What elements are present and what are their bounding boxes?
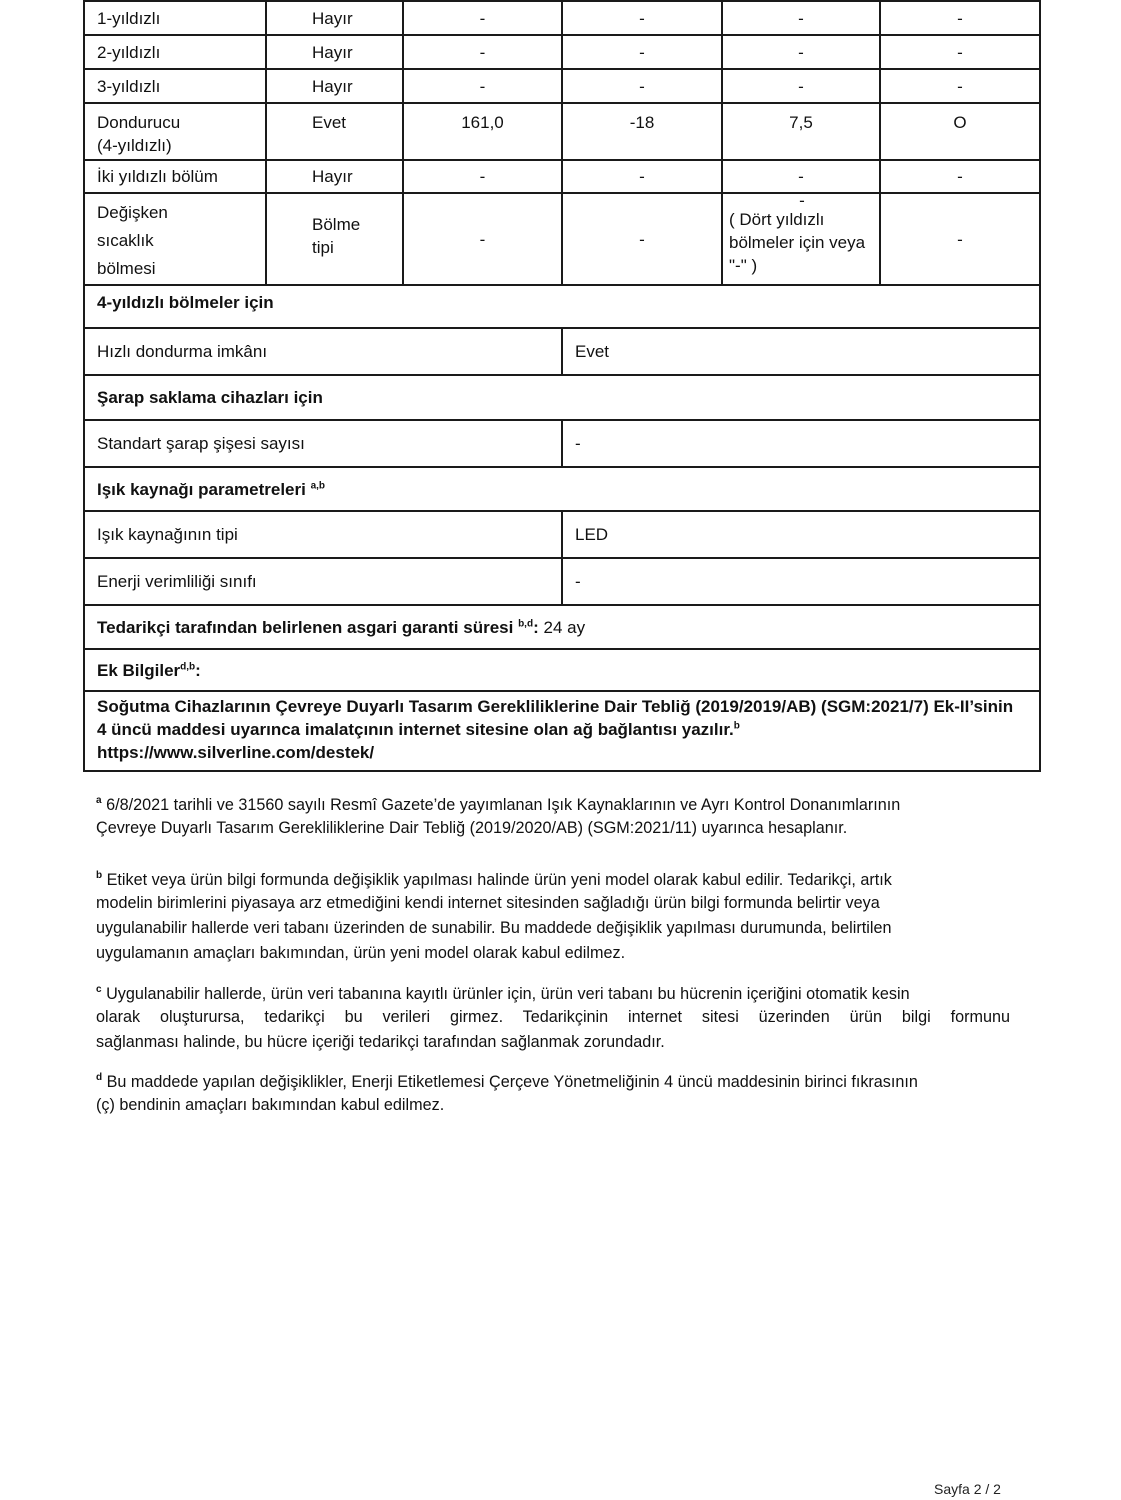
table-row-two-star-section	[84, 160, 1040, 193]
footnote-line: uygulamanın amaçları bakımından, ürün yeni model olarak kabul edilmez.	[96, 944, 626, 962]
section-heading-text: Ek Bilgiler	[97, 660, 181, 680]
footnote-text: Bu maddede yapılan değişiklikler, Enerji Etiketlemesi Çerçeve Yönetmeliğinin 4 üncü maddesinin birinci fıkrasının	[106, 1073, 918, 1091]
warranty-value: 24 ay	[543, 617, 586, 637]
compartment-name-line: (4-yıldızlı)	[97, 136, 172, 155]
product-info-table	[83, 0, 1041, 772]
footnote-line	[96, 794, 1010, 817]
footnote-text: 6/8/2021 tarihli ve 31560 sayılı Resmî Gazete’de yayımlanan Işık Kaynaklarının ve Ayrı Kontrol Donanımlarının	[106, 796, 901, 814]
compartment-name	[84, 193, 266, 285]
footnote-a	[96, 794, 1010, 840]
compartment-value: -	[880, 193, 1040, 285]
footnote-line: sağlanması halinde, bu hücre içeriği tedarikçi tarafından sağlanmak zorundadır.	[96, 1033, 665, 1051]
compartment-value: -	[562, 69, 722, 103]
table-row-variable-temp	[84, 193, 1040, 285]
footnote-text: Uygulanabilir hallerde, ürün veri tabanına kayıtlı ürünler için, ürün veri tabanı bu hücrenin içeriğini otomatik kesin	[106, 985, 910, 1003]
table-row-light-type	[84, 511, 1040, 558]
table-row-2-star	[84, 35, 1040, 69]
extra-info-text: 4 üncü maddesi uyarınca imalatçının internet sitesine olan ağ bağlantısı yazılır.	[97, 720, 734, 739]
footnote-ref: a,b	[310, 479, 326, 491]
compartment-name-line: Değişken	[97, 203, 168, 222]
footnote-line: modelin birimlerini piyasaya arz etmediğini kendi internet sitesinden sağladığı ürün bilgi formunda belirtir veya	[96, 894, 880, 912]
compartment-present-line: tipi	[312, 238, 334, 257]
compartment-value: -	[722, 35, 880, 69]
compartment-present: Evet	[266, 103, 403, 160]
table-row-3-star	[84, 69, 1040, 103]
section-heading-wine	[84, 375, 1040, 420]
field-label: Işık kaynağının tipi	[84, 511, 562, 558]
section-heading: 4-yıldızlı bölmeler için	[84, 285, 1040, 328]
compartment-value: -	[403, 193, 562, 285]
footnote-line	[96, 869, 1010, 892]
table-row-fast-freeze	[84, 328, 1040, 375]
table-row-warranty	[84, 605, 1040, 649]
compartment-value-line: ( Dört yıldızlı	[729, 210, 825, 229]
footnote-mark: d	[96, 1071, 103, 1083]
compartment-value-line: "-" )	[729, 256, 758, 275]
extra-info-line	[97, 718, 1027, 741]
compartment-present-line: Bölme	[312, 215, 361, 234]
section-heading-light	[84, 467, 1040, 511]
footnote-mark: a	[96, 794, 102, 806]
compartment-value: -	[880, 69, 1040, 103]
footnote-line: Çevreye Duyarlı Tasarım Gerekliliklerine Dair Tebliğ (2019/2020/AB) (SGM:2021/11) uyarınca hesaplanır.	[96, 819, 848, 837]
warranty-cell	[84, 605, 1040, 649]
field-value: -	[562, 558, 1040, 605]
table-row-freezer	[84, 103, 1040, 160]
compartment-value: -	[562, 193, 722, 285]
compartment-value: -	[403, 1, 562, 35]
section-heading: Şarap saklama cihazları için	[84, 375, 1040, 420]
warranty-colon: :	[533, 617, 539, 637]
compartment-value: 7,5	[722, 103, 880, 160]
extra-info-cell	[84, 691, 1040, 771]
footnote-line: uygulanabilir hallerde veri tabanı üzerinden de sunabilir. Bu maddede değişiklik yapılması durumunda, belirtilen	[96, 919, 892, 937]
compartment-value: 161,0	[403, 103, 562, 160]
compartment-value-line: -	[799, 191, 805, 210]
compartment-name: İki yıldızlı bölüm	[84, 160, 266, 193]
table-row-1-star	[84, 1, 1040, 35]
compartment-value: -	[880, 35, 1040, 69]
footnote-text: Etiket veya ürün bilgi formunda değişiklik yapılması halinde ürün yeni model olarak kabul edilir. Tedarikçi, artık	[106, 871, 892, 889]
compartment-present: Hayır	[266, 69, 403, 103]
footnote-d	[96, 1071, 1010, 1117]
compartment-value: -	[880, 1, 1040, 35]
field-value: -	[562, 420, 1040, 467]
field-value: Evet	[562, 328, 1040, 375]
field-label: Standart şarap şişesi sayısı	[84, 420, 562, 467]
compartment-present: Hayır	[266, 1, 403, 35]
compartment-value-line: bölmeler için veya	[729, 233, 866, 252]
compartment-present	[266, 193, 403, 285]
footnote-c	[96, 983, 1010, 1054]
compartment-value: -	[403, 35, 562, 69]
section-heading-colon: :	[195, 660, 201, 680]
compartment-name	[84, 103, 266, 160]
section-heading	[84, 649, 1040, 691]
footnote-line: olarak oluşturursa, tedarikçi bu verileri girmez. Tedarikçinin internet sitesi üzerinden ürün bilgi formunu	[96, 1008, 1010, 1026]
field-value: LED	[562, 511, 1040, 558]
extra-info-line: Soğutma Cihazlarının Çevreye Duyarlı Tasarım Gerekliliklerine Dair Tebliğ (2019/2019/AB) (SGM:2021/7) Ek-II’sinin	[97, 697, 1014, 716]
footnote-mark: c	[96, 983, 102, 995]
compartment-value: -	[722, 1, 880, 35]
footnote-line	[96, 1071, 1010, 1094]
footnote-mark: b	[96, 869, 103, 881]
compartment-value: -	[880, 160, 1040, 193]
compartment-value: -	[722, 160, 880, 193]
footnote-line	[96, 983, 1010, 1006]
footnote-ref: b	[733, 720, 740, 732]
compartment-name-line: sıcaklık	[97, 231, 154, 250]
compartment-value: -18	[562, 103, 722, 160]
manufacturer-url: https://www.silverline.com/destek/	[97, 743, 375, 762]
compartment-value-note	[722, 193, 880, 285]
compartment-value: -	[562, 1, 722, 35]
page-number: Sayfa 2 / 2	[934, 1481, 1001, 1497]
compartment-value: -	[562, 35, 722, 69]
section-heading-extra	[84, 649, 1040, 691]
compartment-value: -	[562, 160, 722, 193]
compartment-value: -	[403, 160, 562, 193]
table-row-wine-bottles	[84, 420, 1040, 467]
field-label: Hızlı dondurma imkânı	[84, 328, 562, 375]
field-label: Enerji verimliliği sınıfı	[84, 558, 562, 605]
compartment-name-line: bölmesi	[97, 259, 156, 278]
compartment-value: O	[880, 103, 1040, 160]
compartment-name: 2-yıldızlı	[84, 35, 266, 69]
table-row-extra-info	[84, 691, 1040, 771]
compartment-value: -	[403, 69, 562, 103]
section-heading-4-star	[84, 285, 1040, 328]
footnote-ref: d,b	[180, 660, 196, 672]
compartment-value: -	[722, 69, 880, 103]
footnote-line: (ç) bendinin amaçları bakımından kabul edilmez.	[96, 1096, 445, 1114]
footnote-b	[96, 869, 1010, 965]
section-heading	[84, 467, 1040, 511]
compartment-name-line: Dondurucu	[97, 113, 181, 132]
compartment-present: Hayır	[266, 35, 403, 69]
warranty-label: Tedarikçi tarafından belirlenen asgari garanti süresi	[97, 617, 514, 637]
table-row-light-class	[84, 558, 1040, 605]
compartment-name: 3-yıldızlı	[84, 69, 266, 103]
section-heading-text: Işık kaynağı parametreleri	[97, 479, 306, 499]
compartment-present: Hayır	[266, 160, 403, 193]
footnote-ref: b,d	[518, 617, 534, 629]
compartment-name: 1-yıldızlı	[84, 1, 266, 35]
